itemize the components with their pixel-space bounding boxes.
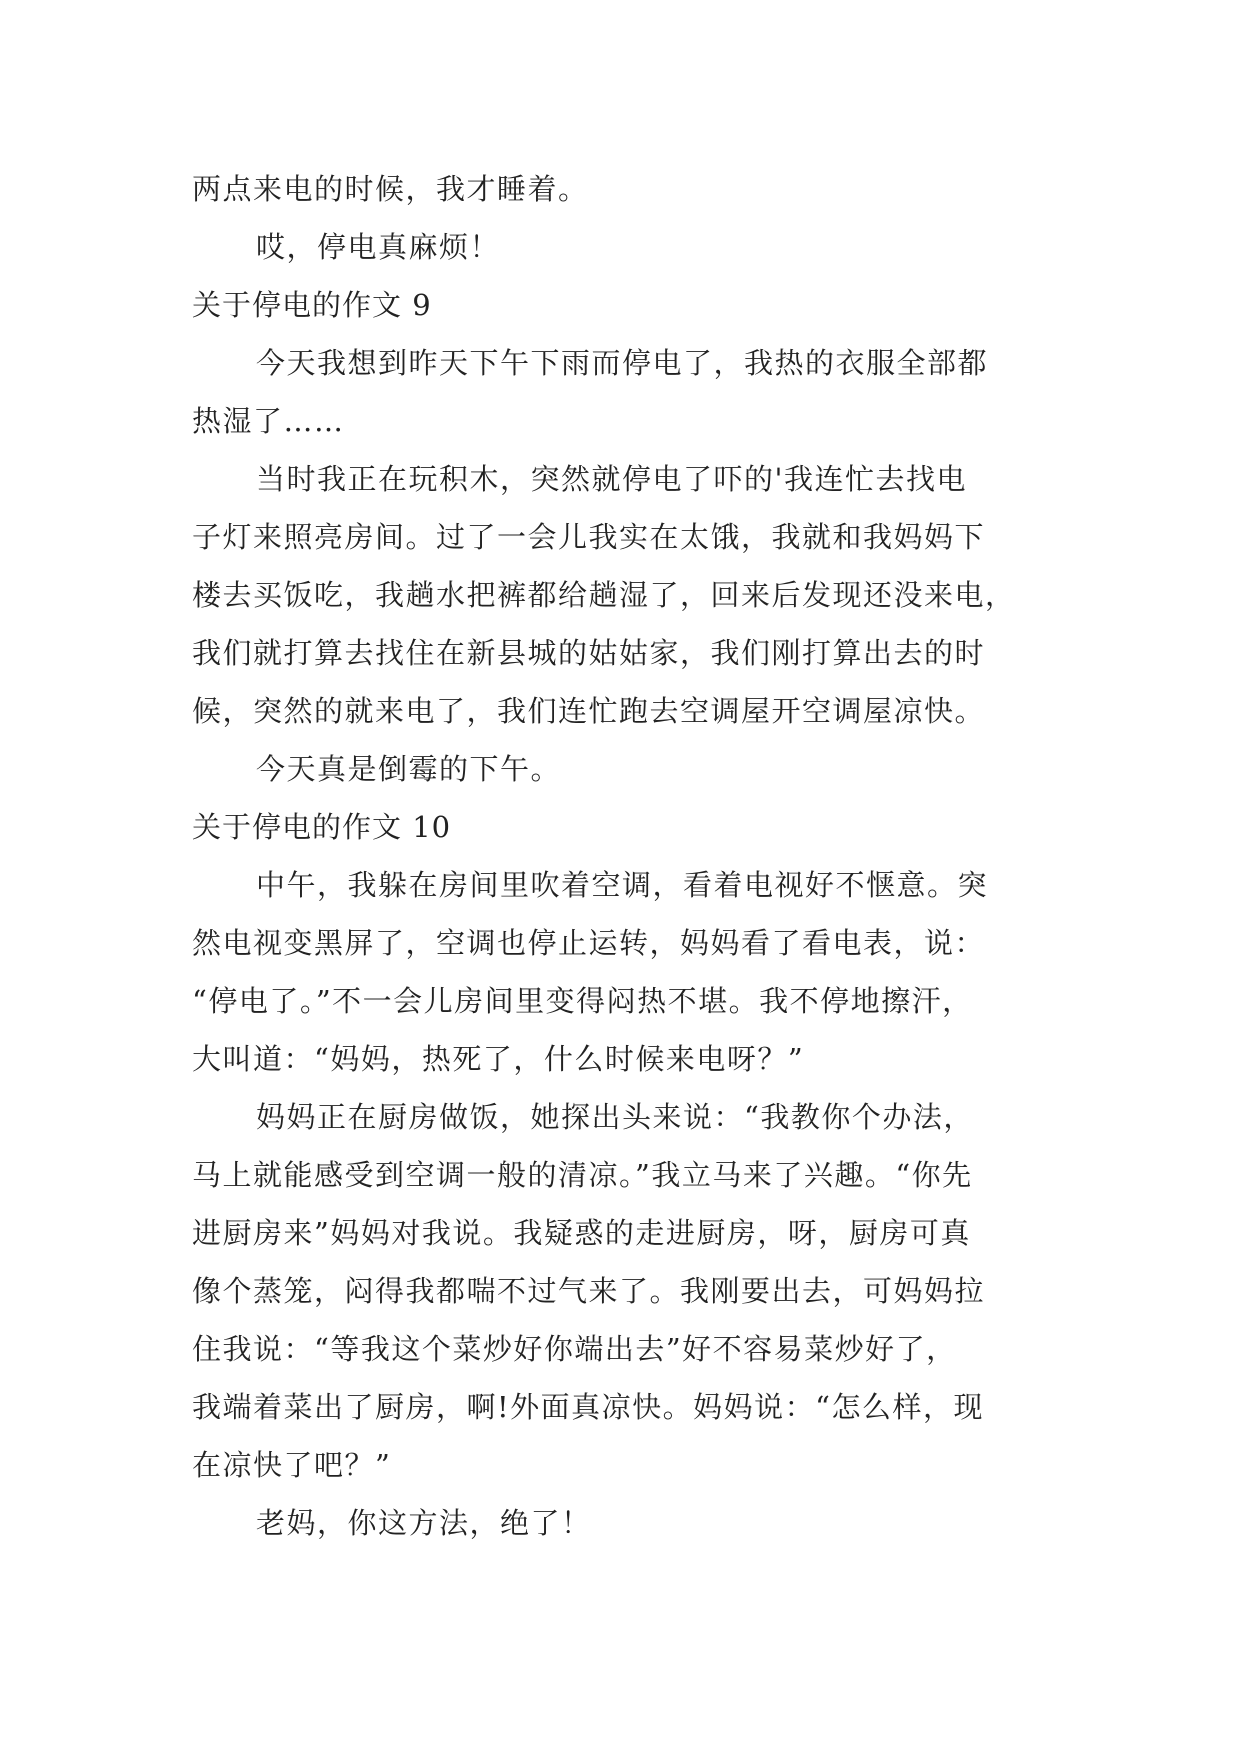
text-line: 我端着菜出了厨房，啊!外面真凉快。妈妈说：“怎么样，现	[192, 1390, 984, 1424]
text-line: 候，突然的就来电了，我们连忙跑去空调屋开空调屋凉快。	[192, 694, 986, 728]
text-line: 在凉快了吧？”	[192, 1448, 392, 1482]
text-line: 像个蒸笼，闷得我都喘不过气来了。我刚要出去，可妈妈拉	[192, 1274, 986, 1308]
text-line: 然电视变黑屏了，空调也停止运转，妈妈看了看电表，说：	[192, 926, 986, 960]
text-line: 楼去买饭吃，我趟水把裤都给趟湿了，回来后发现还没来电，	[192, 578, 1016, 612]
text-line: 两点来电的时候，我才睡着。	[192, 172, 589, 206]
text-line: 中午，我躲在房间里吹着空调，看着电视好不惬意。突	[256, 868, 989, 902]
text-line: 今天我想到昨天下午下雨而停电了，我热的衣服全部都	[256, 346, 989, 380]
text-line: “停电了。”不一会儿房间里变得闷热不堪。我不停地擦汗，	[192, 984, 973, 1018]
text-line: 哎，停电真麻烦！	[256, 230, 501, 264]
text-line: 老妈，你这方法，绝了！	[256, 1506, 592, 1540]
text-line: 妈妈正在厨房做饭，她探出头来说：“我教你个办法，	[256, 1100, 974, 1134]
section-heading: 关于停电的作文 10	[192, 810, 452, 844]
text-line: 子灯来照亮房间。过了一会儿我实在太饿，我就和我妈妈下	[192, 520, 986, 554]
text-line: 今天真是倒霉的下午。	[256, 752, 562, 786]
document-page	[192, 160, 1072, 1552]
section-heading: 关于停电的作文 9	[192, 288, 432, 322]
text-line: 马上就能感受到空调一般的清凉。”我立马来了兴趣。“你先	[192, 1158, 973, 1192]
text-line: 当时我正在玩积木，突然就停电了吓的'我连忙去找电	[256, 462, 967, 496]
text-line: 大叫道：“妈妈，热死了，什么时候来电呀？”	[192, 1042, 805, 1076]
text-line: 热湿了……	[192, 404, 345, 438]
text-line: 我们就打算去找住在新县城的姑姑家，我们刚打算出去的时	[192, 636, 986, 670]
text-line: 进厨房来”妈妈对我说。我疑惑的走进厨房，呀，厨房可真	[192, 1216, 971, 1250]
text-line: 住我说：“等我这个菜炒好你端出去”好不容易菜炒好了，	[192, 1332, 957, 1366]
